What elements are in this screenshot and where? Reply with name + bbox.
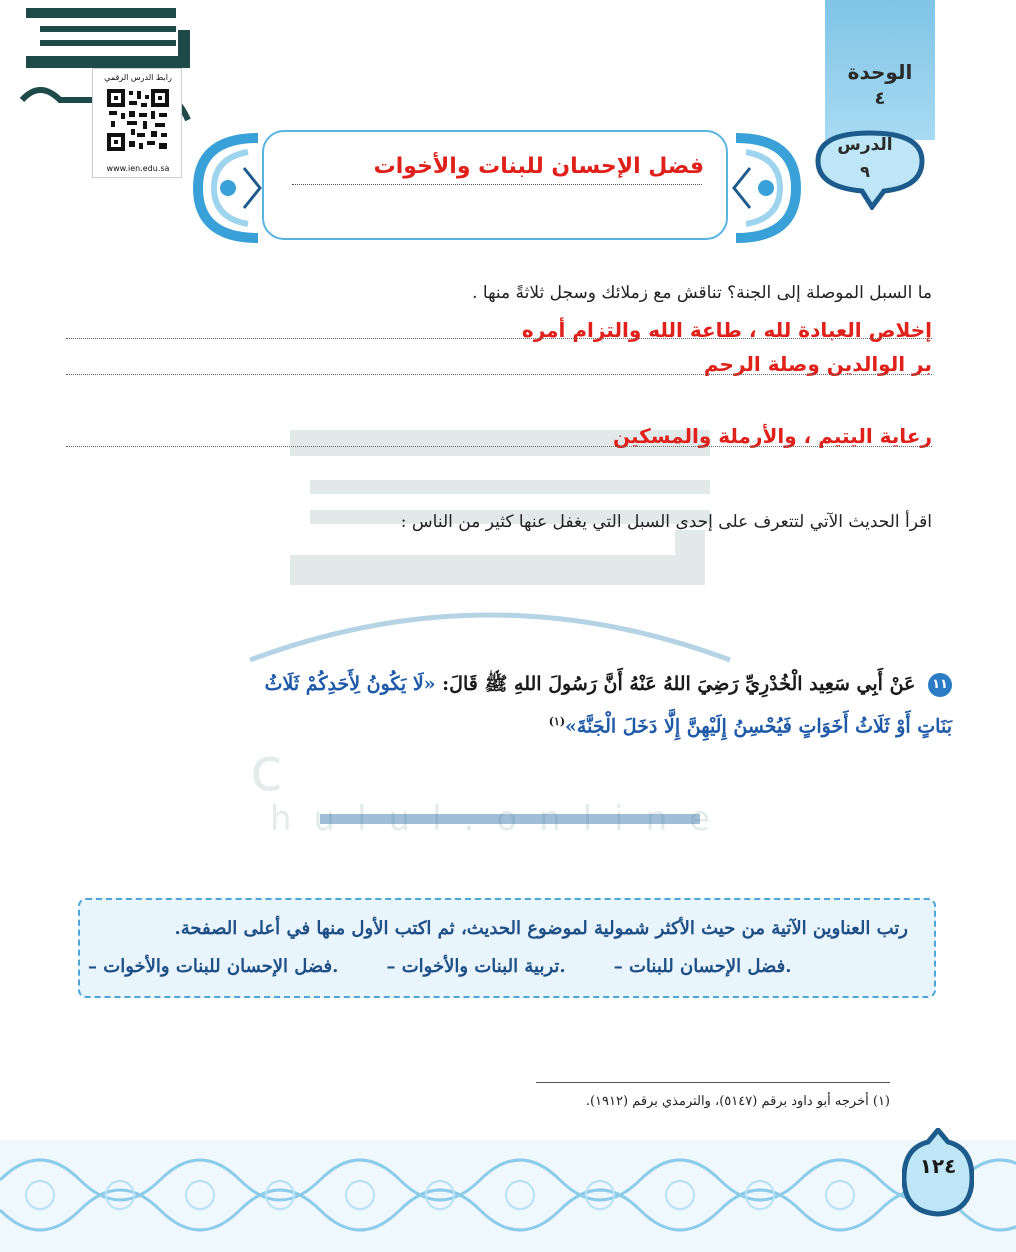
unit-label: الوحدة: [847, 60, 913, 84]
answer-line-2[interactable]: بر الوالدين وصلة الرحم: [703, 352, 932, 376]
lesson-title-box: [262, 130, 728, 240]
bottom-ornament-band: [0, 1140, 1016, 1252]
task-box: [78, 898, 936, 998]
activity1-question: ما السبل الموصلة إلى الجنة؟ تناقش مع زملائك وسجل ثلاثةً منها .: [472, 283, 932, 303]
activity2-prompt: اقرأ الحديث الآتي لتتعرف على إحدى السبل التي يغفل عنها كثير من الناس :: [400, 512, 932, 532]
qr-url[interactable]: www.ien.edu.sa: [106, 164, 170, 173]
answer-line-3[interactable]: رعاية اليتيم ، والأرملة والمسكين: [612, 424, 932, 448]
title-dotted-line: [292, 184, 702, 185]
footnote: (١) أخرجه أبو داود برقم (٥١٤٧)، والترمذي برقم (١٩١٢).: [585, 1094, 890, 1109]
hadith-text: «لَا يَكُونُ لِأَحَدِكُمْ ثَلَاثُ بَنَاتٍ أَوْ ثَلَاثُ أَخَوَاتٍ فَيُحْسِنُ إِلَيْهِنَّ إِلَّا دَخَلَ الْجَنَّةَ»: [264, 673, 952, 738]
hadith-number: ١١: [928, 673, 952, 697]
page-number: ١٢٤: [919, 1154, 957, 1178]
publisher-logo-area: [0, 0, 200, 190]
hadith-block: [262, 666, 952, 745]
answer-line-1[interactable]: إخلاص العبادة لله ، طاعة الله والتزام أمره: [521, 318, 932, 342]
task-instruction: رتب العناوين الآتية من حيث الأكثر شمولية لموضوع الحديث، ثم اكتب الأول منها في أعلى الصفحة.: [174, 918, 908, 939]
watermark-logo: [230, 420, 750, 840]
lesson-number: ٩: [860, 162, 870, 181]
task-option-2: – تربية البنات والأخوات.: [386, 956, 566, 977]
unit-number: ٤: [874, 88, 886, 109]
task-option-1: – فضل الإحسان للبنات.: [613, 956, 792, 977]
qr-code-icon[interactable]: [105, 87, 171, 153]
hadith-footnote-ref: (١): [548, 715, 566, 728]
unit-tab: [825, 0, 935, 140]
answer-dotted-line-2: [66, 374, 932, 375]
qr-label: رابط الدرس الرقمي: [104, 73, 172, 82]
title-ornament-right: [726, 128, 806, 248]
qr-card[interactable]: [92, 68, 182, 178]
answer-dotted-line-3: [66, 446, 932, 447]
answer-dotted-line-1: [66, 338, 932, 339]
svg-text:hulul.online: hulul.online: [270, 799, 733, 839]
footnote-rule: [536, 1082, 890, 1083]
lesson-label: الدرس: [837, 135, 893, 155]
hadith-narration: عَنْ أَبِي سَعِيد الْخُدْرِيِّ رَضِيَ اللهُ عَنْهُ أَنَّ رَسُولَ اللهِ ﷺ قَالَ:: [442, 673, 916, 695]
task-options: [88, 956, 908, 977]
title-ornament-left: [188, 128, 268, 248]
lesson-title: فضل الإحسان للبنات والأخوات: [373, 154, 704, 179]
svg-text:c: c: [250, 735, 283, 805]
task-option-3: – فضل الإحسان للبنات والأخوات.: [88, 956, 339, 977]
